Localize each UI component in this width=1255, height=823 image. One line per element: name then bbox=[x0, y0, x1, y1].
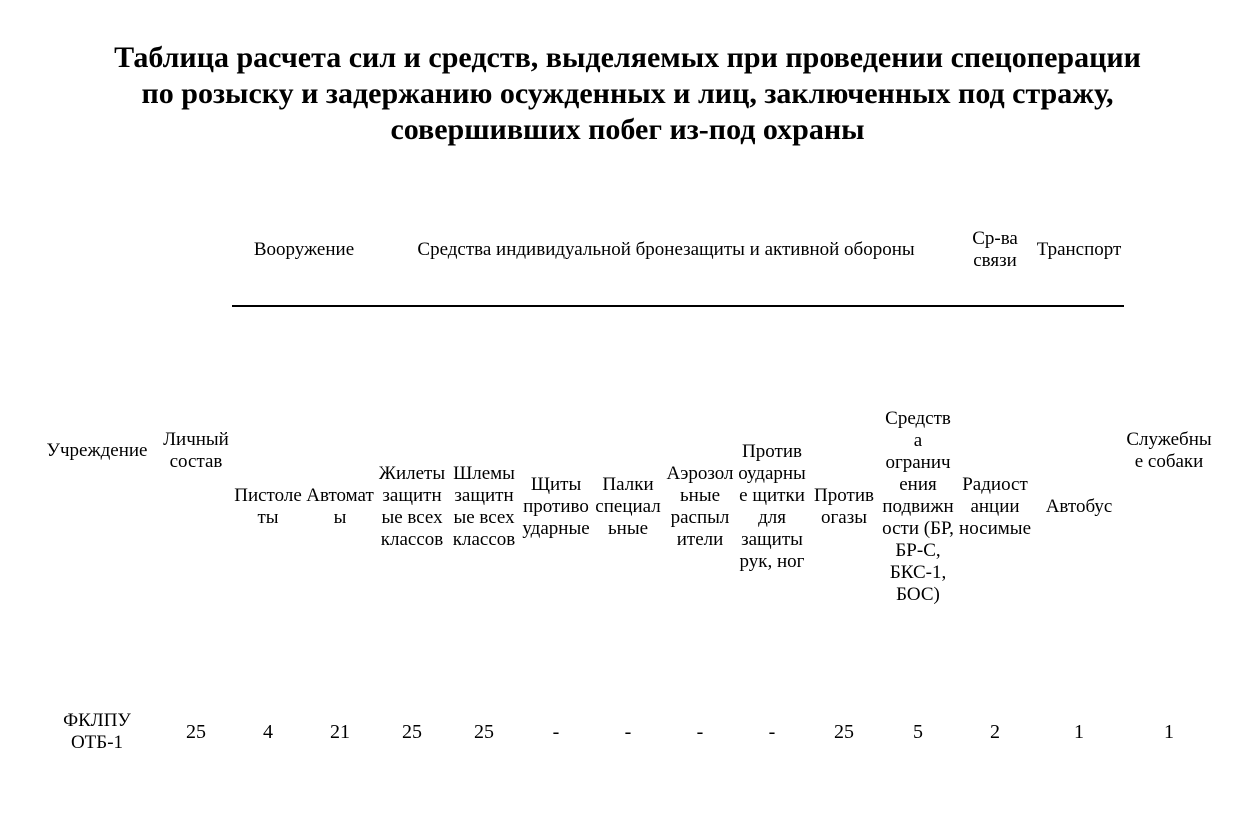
header-personnel: Личный состав bbox=[163, 429, 229, 472]
title-line-3: совершивших побег из-под охраны bbox=[390, 113, 865, 146]
cell-limb-guards: - bbox=[768, 721, 776, 743]
cell-restraints: 5 bbox=[913, 721, 924, 743]
header-institution: Учреждение bbox=[46, 440, 148, 461]
header-group-protection: Средства индивидуальной бронезащиты и активной обороны bbox=[417, 239, 915, 260]
cell-pistols: 4 bbox=[263, 721, 273, 743]
cell-dogs: 1 bbox=[1164, 721, 1175, 743]
subheader-bus: Автобус bbox=[1034, 306, 1124, 707]
subheader-vests: Жилеты защитные всех классов bbox=[376, 306, 448, 707]
subheader-radios: Радиостанции носимые bbox=[956, 306, 1034, 707]
title-line-2: по розыску и задержанию осужденных и лиц, заключенных под стражу, bbox=[141, 77, 1114, 110]
subheader-sprays: Аэрозольные распылители bbox=[664, 306, 736, 707]
cell-vests: 25 bbox=[402, 721, 423, 743]
subheader-restraints: Средства ограничения подвижности (БР, БР-С, БКС-1, БОС) bbox=[880, 306, 956, 707]
cell-shields: - bbox=[552, 721, 560, 743]
cell-gas-masks: 25 bbox=[834, 721, 855, 743]
header-group-weapons: Вооружение bbox=[253, 239, 355, 260]
table-row bbox=[34, 707, 1214, 757]
cell-sprays: - bbox=[696, 721, 704, 743]
header-group-transport: Транспорт bbox=[1036, 239, 1122, 260]
forces-table bbox=[34, 195, 1214, 757]
cell-rifles: 21 bbox=[330, 721, 350, 743]
cell-helmets: 25 bbox=[474, 721, 495, 743]
subheader-gas-masks: Противогазы bbox=[808, 306, 880, 707]
subheader-limb-guards: Противоударные щитки для защиты рук, ног bbox=[736, 306, 808, 707]
subheader-batons: Палки специальные bbox=[592, 306, 664, 707]
document-title bbox=[20, 40, 1235, 148]
title-line-1: Таблица расчета сил и средств, выделяемых при проведении спецоперации bbox=[114, 41, 1141, 74]
cell-radios: 2 bbox=[990, 721, 1001, 743]
header-group-comm: Ср-ва связи bbox=[972, 228, 1018, 271]
cell-batons: - bbox=[624, 721, 632, 743]
cell-personnel: 25 bbox=[186, 721, 206, 743]
subheader-helmets: Шлемы защитные всех классов bbox=[448, 306, 520, 707]
subheader-pistols: Пистолеты bbox=[232, 306, 304, 707]
cell-bus: 1 bbox=[1074, 721, 1085, 743]
cell-institution: ФКЛПУ ОТБ-1 bbox=[63, 710, 131, 753]
header-dogs: Служебные собаки bbox=[1126, 429, 1212, 472]
subheader-rifles: Автоматы bbox=[304, 306, 376, 707]
subheader-shields: Щиты противоударные bbox=[520, 306, 592, 707]
